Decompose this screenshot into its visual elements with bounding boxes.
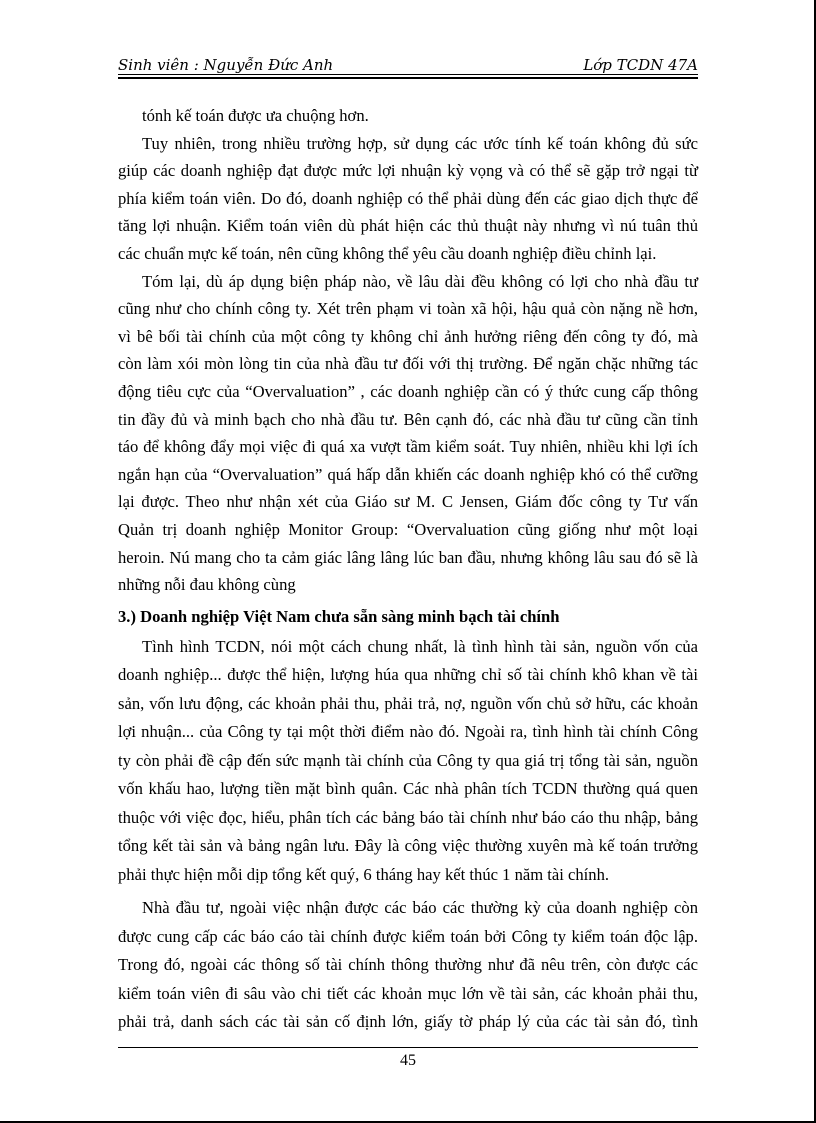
header-student-name: Sinh viên : Nguyễn Đức Anh	[118, 56, 334, 74]
paragraph-line: sản, vốn lưu động, các khoản phải thu, phải trả, nợ, nguồn vốn chủ sở hữu, các khoản	[118, 693, 698, 713]
paragraph-line: vì bê bối tài chính của một công ty không chỉ ảnh hưởng riêng đến công ty đó, mà	[118, 326, 698, 346]
paragraph-line: Tuy nhiên, trong nhiều trường hợp, sử dụng các ước tính kế toán không đủ sức	[142, 133, 698, 153]
paragraph-line: ty còn phải đề cập đến sức mạnh tài chính của Công ty qua giá trị tổng tài sản, nguồn	[118, 750, 698, 770]
paragraph-line: phải thực hiện mỗi dịp tổng kết quý, 6 tháng hay kết thúc 1 năm tài chính.	[118, 864, 610, 884]
paragraph-line: các chuẩn mực kế toán, nên cũng không thể yêu cầu doanh nghiệp điều chỉnh lại.	[118, 243, 657, 263]
paragraph	[118, 130, 698, 268]
paragraph-line: phía kiểm toán viên. Do đó, doanh nghiệp có thể phải dùng đến các giao dịch thực để	[118, 188, 698, 208]
document-body	[118, 102, 698, 1037]
paragraph-line: Quản trị doanh nghiệp Monitor Group: “Overvaluation cũng giống như một loại	[118, 519, 698, 539]
footer-divider	[118, 1047, 698, 1048]
paragraph-line: còn làm xói mòn lòng tin của nhà đầu tư đối với thị trường. Để ngăn chặc những tác	[118, 354, 698, 374]
paragraph-line: doanh nghiệp... được thể hiện, lượng húa qua những chỉ số tài chính khô khan về tài	[118, 665, 698, 685]
paragraph	[118, 894, 698, 1037]
paragraph-line: táo để không đẩy mọi việc đi quá xa vượt tầm kiểm soát. Tuy nhiên, nhiều khi lợi ích	[118, 437, 698, 457]
paragraph-continuation	[118, 102, 698, 130]
paragraph-line: kiểm toán viên đi sâu vào chi tiết các khoản mục lớn về tài sản, các khoản phải thu,	[118, 983, 698, 1003]
paragraph-line: vốn khấu hao, lượng tiền mặt bình quân. Các nhà phân tích TCDN thường quá quen	[118, 779, 698, 799]
paragraph-line: ngắn hạn của “Overvaluation” quá hấp dẫn khiến các doanh nghiệp khó có thể cưỡng	[118, 464, 698, 484]
paragraph-line: tin đầy đủ và minh bạch cho nhà đầu tư. Bên cạnh đó, các nhà đầu tư cũng cần tỉnh	[118, 409, 698, 429]
paragraph-line: Tình hình TCDN, nói một cách chung nhất, là tình hình tài sản, nguồn vốn của	[142, 636, 698, 656]
paragraph-line: được cung cấp các báo cáo tài chính được kiểm toán bởi Công ty kiểm toán độc lập.	[118, 926, 698, 946]
paragraph-line: động tiêu cực của “Overvaluation” , các doanh nghiệp cần có ý thức cung cấp thông	[118, 381, 698, 401]
paragraph-line: Nhà đầu tư, ngoài việc nhận được các báo các thường kỳ của doanh nghiệp còn	[142, 898, 698, 918]
paragraph-line: cũng như cho chính công ty. Xét trên phạm vi toàn xã hội, hậu quả còn nặng nề hơn,	[118, 299, 698, 319]
paragraph-line: thuộc với việc đọc, hiểu, phân tích các bảng báo tài chính như báo cáo thu nhập, bảng	[118, 807, 698, 827]
paragraph-line: phải trả, danh sách các tài sản cố định lớn, giấy tờ pháp lý của các tài sản đó, tình	[118, 1012, 698, 1032]
paragraph	[118, 633, 698, 890]
paragraph-line: tăng lợi nhuận. Kiểm toán viên dù phát hiện các thủ thuật này nhưng vì nú tuân thủ	[118, 216, 698, 236]
paragraph-line: những nỗi đau không cùng	[118, 575, 296, 595]
paragraph-line: tónh kế toán được ưa chuộng hơn.	[142, 106, 369, 125]
paragraph	[118, 268, 698, 599]
paragraph-line: lợi nhuận... của Công ty tại một thời điểm nào đó. Ngoài ra, tình hình tài chính Công	[118, 722, 698, 742]
page-number: 45	[400, 1052, 416, 1069]
paragraph-line: Trong đó, ngoài các thông số tài chính thông thường như đã nêu trên, còn được các	[118, 955, 698, 975]
section-heading: 3.) Doanh nghiệp Việt Nam chưa sẵn sàng minh bạch tài chính	[118, 606, 560, 626]
paragraph-line: lại được. Theo như nhận xét của Giáo sư M. C Jensen, Giám đốc công ty Tư vấn	[118, 492, 698, 512]
paragraph-line: giúp các doanh nghiệp đạt được mức lợi nhuận kỳ vọng và có thể sẽ gặp trở ngại từ	[118, 161, 698, 181]
header-divider	[118, 74, 698, 79]
paragraph-line: heroin. Nú mang cho ta cảm giác lâng lâng lúc ban đầu, nhưng không lâu sau đó sẽ là	[118, 547, 698, 567]
paragraph-line: Tóm lại, dù áp dụng biện pháp nào, về lâu dài đều không có lợi cho nhà đầu tư	[142, 271, 698, 291]
header-class-name: Lớp TCDN 47A	[583, 56, 698, 74]
paragraph-line: tổng kết tài sản và bảng ngân lưu. Đây là công việc thường xuyên mà kế toán trưởng	[118, 836, 698, 856]
